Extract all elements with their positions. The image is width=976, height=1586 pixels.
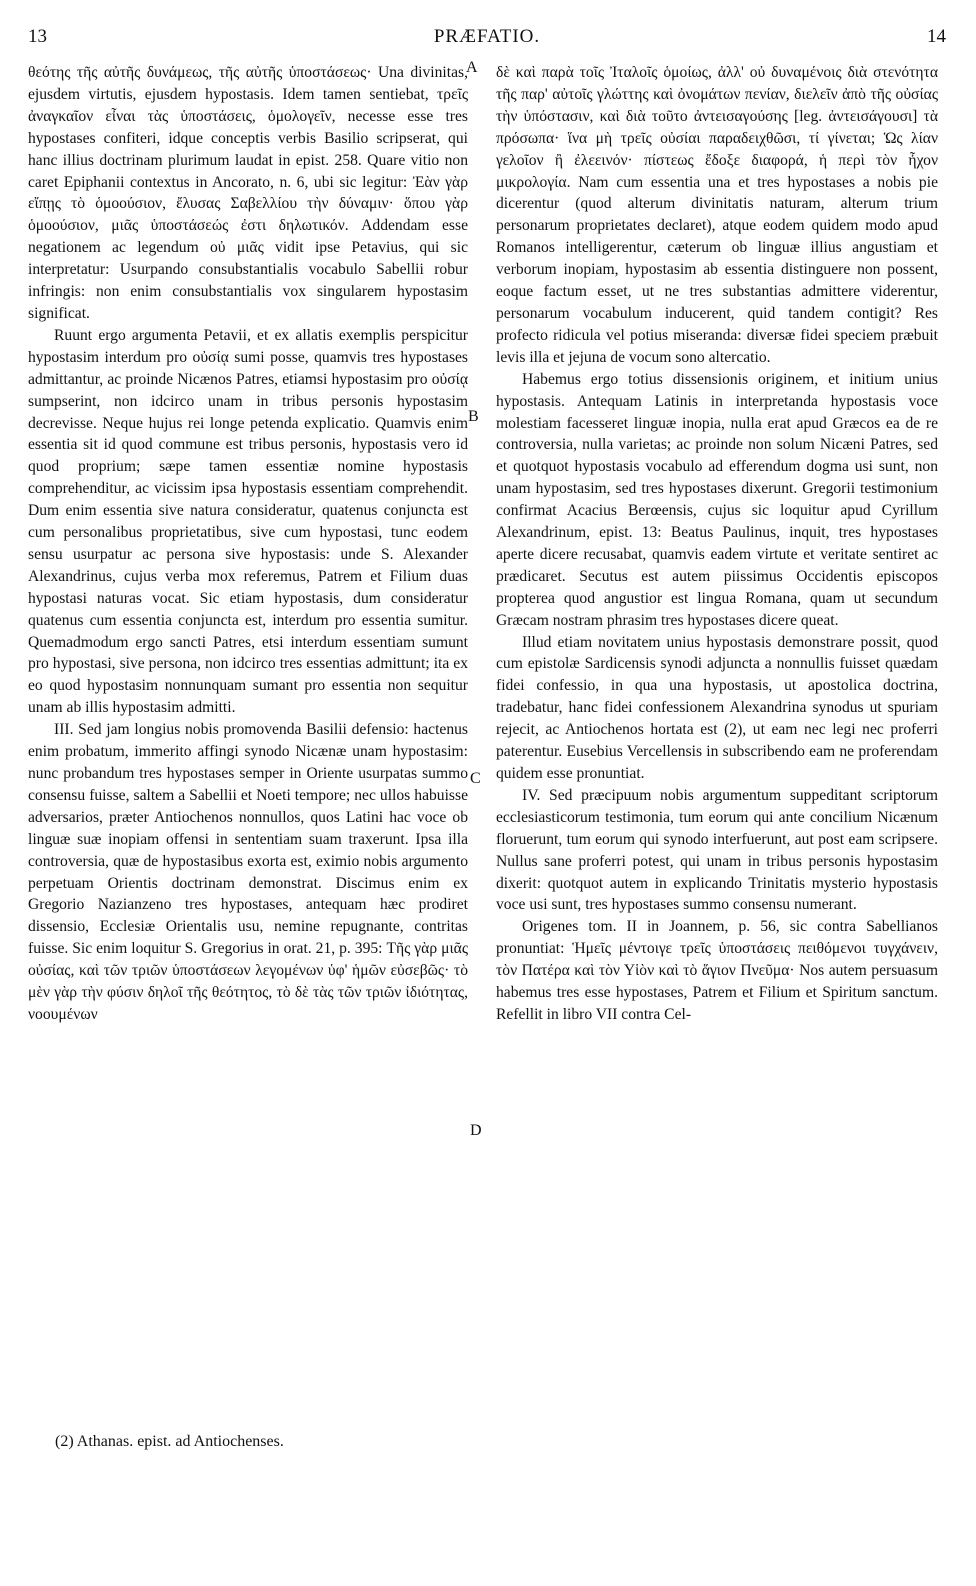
page-number-right: 14 — [927, 26, 946, 47]
right-paragraph-2: Habemus ergo totius dissensionis originem, et initium unius hypostasis. Antequam Latinis in interpretanda hypostasis voce molestiam facesseret linguæ inopia, nulla erat apud Græcos ea de re controversia, nulla varietas; ac proinde non solum Nicæni Patres, sed et quotquot hypostasis vocabulo ad efferendum dogma usi sunt, non unam hypostasim, sed tres hypostases dixerunt. Gregorii testimonium confirmat Acacius Berœensis, cujus sic loquitur apud Cyrillum Alexandrinum, epist. 13: Beatus Paulinus, inquit, tres hypostases aperte dicere recusabat, quamvis eadem virtute et veritate sentiret ac prædicaret. Secutus est autem piissimus Occidentis episcopos propterea quod angustior est lingua Romana, quam ut secundum Græcam nostram phrasim tres hypostases dicere queat. — [496, 370, 938, 629]
right-paragraph-4: IV. Sed præcipuum nobis argumentum suppeditant scriptorum ecclesiasticorum testimonia, tum eorum qui ante concilium Nicænum floruerunt, tum eorum qui synodo interfuerunt, aut post eam scripsere. Nullus sane proferri potest, qui unam in tribus personis hypostasim dixerit: quotquot autem in explicando Trinitatis mysterio hypostasis voce usi sunt, tres hypostases summo consensu numerant. — [496, 786, 938, 914]
right-paragraph-5: Origenes tom. II in Joannem, p. 56, sic contra Sabellianos pronuntiat: Ἡμεῖς μέντοιγε τρεῖς ὑποστάσεις πειθόμενοι τυγχάνειν, τὸν Πατέρα καὶ τὸν Υἱὸν καὶ τὸ ἅγιον Πνεῦμα· Nos autem persuasum habemus tres esse hypostases, Patrem et Filium et Spiritum sanctum. Refellit in libro VII contra Cel- — [496, 918, 938, 1023]
margin-marker-b: B — [468, 408, 479, 425]
margin-marker-d: D — [470, 1122, 482, 1139]
right-paragraph-3: Illud etiam novitatem unius hypostasis demonstrare possit, quod cum epistolæ Sardicensis synodi adjuncta a nonnullis fuisset quædam fidei confessio, in qua una hypostasis, ut apostolica doctrina, tradebatur, hanc fidei confessionem Alexandrina synodus ut spuriam rejecit, ac Antiochenos hortata est (2), ut eam nec legi nec proferri paterentur. Eusebius Vercellensis in subscribendo eam ne proferendam quidem esse pronuntiat. — [496, 633, 938, 782]
left-column — [28, 62, 468, 1026]
page-header — [28, 26, 946, 52]
left-paragraph-1: θεότης τῆς αὐτῆς δυνάμεως, τῆς αὐτῆς ὑποστάσεως· Una divinitas, ejusdem virtutis, ejusdem hypostasis. Idem tamen sentiebat, τρεῖς ἀναγκαῖον εἶναι τὰς ὑποστάσεις, ὁμολογεῖν, necesse esse tres hypostases confiteri, idque conceptis verbis Basilio scripserat, qui hanc illius doctrinam plurimum laudat in epist. 258. Quare vitio non caret Epiphanii contextus in Ancorato, n. 6, ubi sic legitur: Ἐὰν γὰρ εἴπῃς τὸ ὁμοούσιον, ἔλυσας Σαβελλίου τὴν δύναμιν· ὅπου γὰρ ὁμοούσιον, μιᾶς ὑποστάσεώς ἐστι δηλωτικόν. Addendam esse negationem ac legendum οὐ μιᾶς vidit ipse Petavius, qui sic interpretatur: Usurpando consubstantialis vocabulo Sabellii robur infringis: non enim consubstantialis vox singularem hypostasim significat. — [28, 64, 468, 322]
page-number-left: 13 — [28, 26, 47, 47]
running-title: PRÆFATIO. — [433, 26, 541, 47]
margin-marker-a: A — [466, 59, 478, 76]
right-paragraph-1: δὲ καὶ παρὰ τοῖς Ἰταλοῖς ὁμοίως, ἀλλ' οὐ δυναμένοις διὰ στενότητα τῆς παρ' αὐτοῖς γλώττης καὶ ὀνομάτων πενίαν, διελεῖν ἀπὸ τῆς οὐσίας τὴν ὑπόστασιν, καὶ διὰ τοῦτο ἀντεισαγούσης [leg. ἀντεισάγουσι] τὰ πρόσωπα· ἵνα μὴ τρεῖς οὐσίαι παραδειχθῶσι, τί γίνεται; Ὡς λίαν γελοῖον ἢ ἐλεεινόν· πίστεως ἔδοξε διαφορά, ἡ περὶ τὸν ἦχον μικρολογία. Nam cum essentia una et tres hypostases a nobis pie dicerentur (quod alterum divinitatis naturam, alterum trium personarum proprietates declaret), atque eodem quidem modo apud Romanos intelligerentur, cæterum ob linguæ illius angustiam et verborum inopiam, hypostasim ab essentia distinguere non possent, eoque factum esset, ut ne tres substantias admittere viderentur, personarum vocabulum inducerent, quid tandem contigit? Res profecto ridicula vel potius miseranda: diversæ fidei speciem præbuit levis illa et jejuna de vocum sono altercatio. — [496, 64, 938, 366]
margin-marker-c: C — [470, 770, 481, 787]
footnote: (2) Athanas. epist. ad Antiochenses. — [55, 1433, 284, 1450]
right-column — [496, 62, 938, 1026]
left-paragraph-2: Ruunt ergo argumenta Petavii, et ex allatis exemplis perspicitur hypostasim interdum pro οὐσίᾳ sumi posse, quamvis tres hypostases admittantur, ac proinde Nicænos Patres, etiamsi hypostasim pro οὐσίᾳ sumpserint, non idcirco unam in tribus personis hypostasim decrevisse. Neque hujus rei longe petenda explicatio. Quamvis enim essentia sit id quod commune est tribus personis, hypostasis vero id quod proprium; sæpe tamen essentiæ nomine hypostasis comprehenditur, ac vicissim ipsa hypostasis essentiam comprehendit. Dum enim essentia sive natura consideratur, quatenus conjuncta est cum personalibus proprietatibus, sive cum hypostasi, tunc eodem sensu usurpatur ac persona sive hypostasis: unde S. Alexander Alexandrinus, cujus verba mox referemus, Patrem et Filium duas hypostasi naturas vocat. Sic etiam hypostasis, dum consideratur quatenus cum essentia conjuncta est, interdum pro essentia sumitur. Quemadmodum ergo sancti Patres, etsi interdum essentiam sumunt pro hypostasi, sive persona, non idcirco tres essentias admittunt; ita ex eo quod hypostasim nonnunquam sumant pro essentia non sequitur unam ab illis hypostasim admitti. — [28, 326, 468, 717]
left-paragraph-3: III. Sed jam longius nobis promovenda Basilii defensio: hactenus enim probatum, immerito affingi synodo Nicænæ unam hypostasim: nunc probandum tres hypostases semper in Oriente usurpatas summo consensu fuisse, saltem a Sabellii et Noeti tempore; nec ullos habuisse adversarios, præter Antiochenos nonnullos, quos Latini hac voce ob linguæ suæ inopiam offensi in sententiam suam traxerunt. Ipsa illa controversia, quæ de hypostasibus exorta est, eximio nobis argumento perpetuam Orientis doctrinam demonstrat. Discimus enim ex Gregorio Nazianzeno tres hypostases, antequam hæc prodiret dissensio, Ecclesiæ Orientalis usu, nemine repugnante, contritas fuisse. Sic enim loquitur S. Gregorius in orat. 21, p. 395: Τῆς γὰρ μιᾶς οὐσίας, καὶ τῶν τριῶν ὑποστάσεων λεγομένων ὑφ' ἡμῶν εὐσεβῶς· τὸ μὲν γὰρ τὴν φύσιν δηλοῖ τῆς θεότητος, τὸ δὲ τὰς τῶν τριῶν ἰδιότητας, νοουμένων — [28, 721, 468, 1023]
